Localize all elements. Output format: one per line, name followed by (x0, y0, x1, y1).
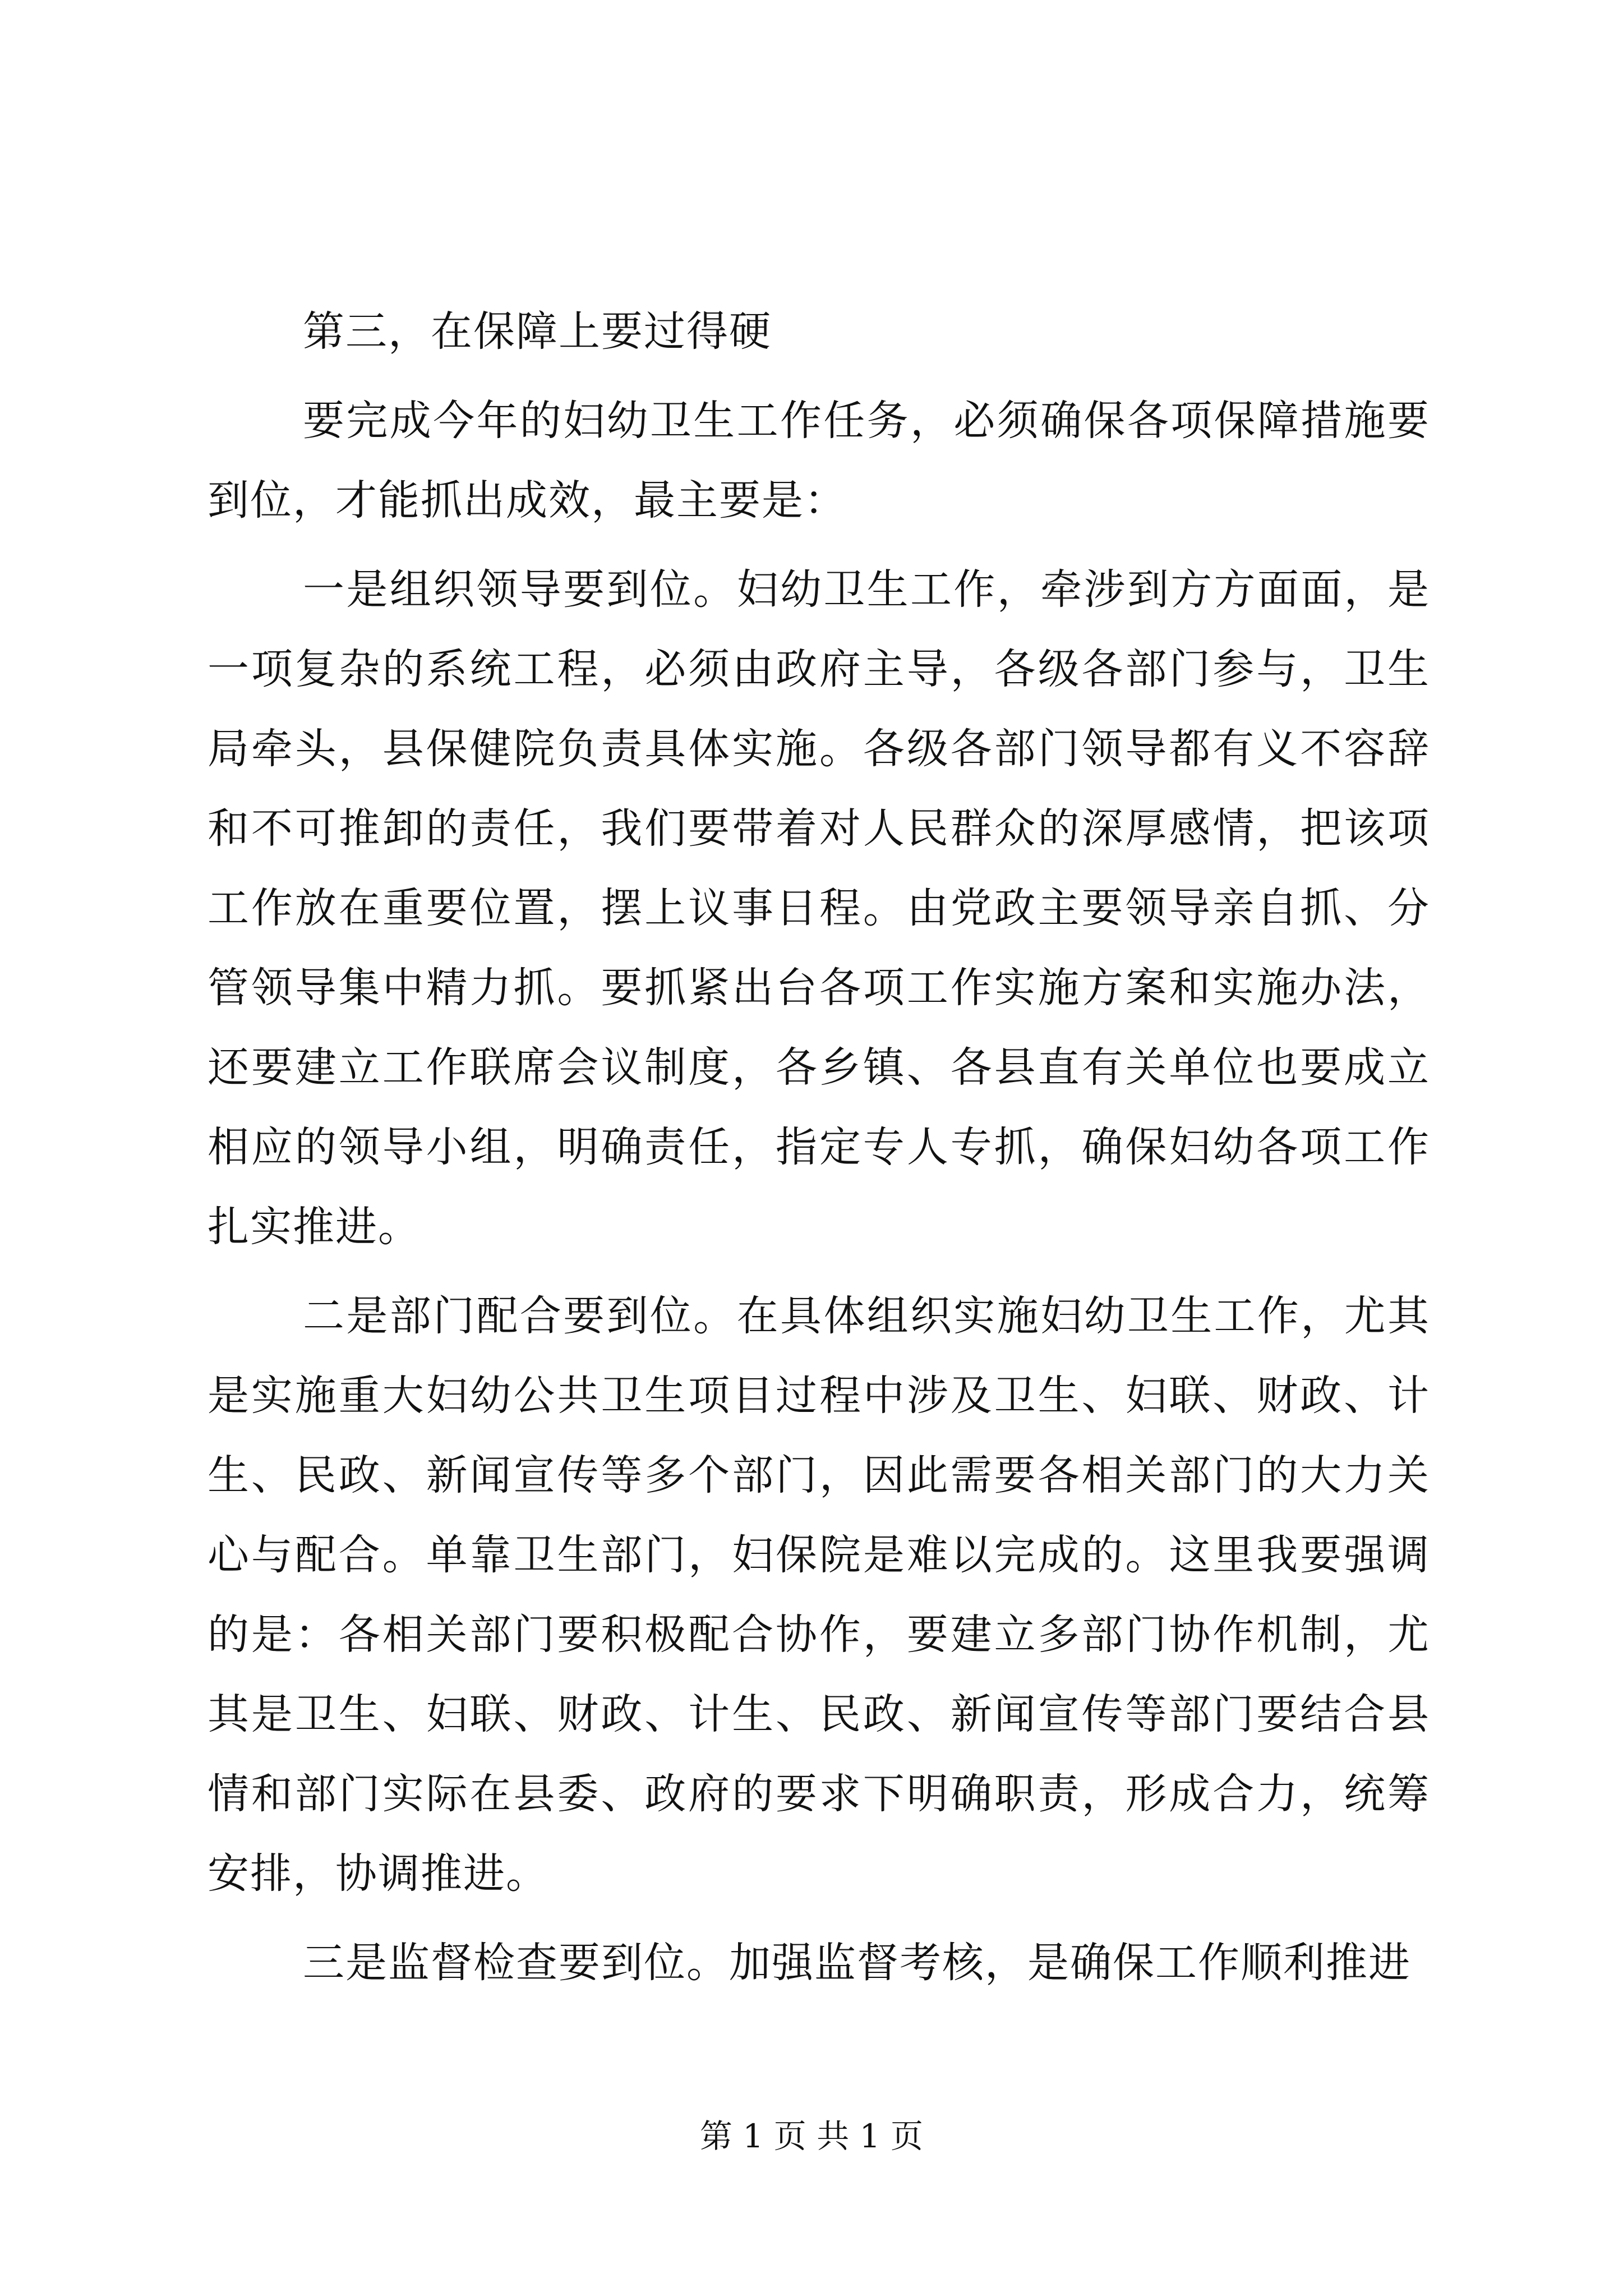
text-line: 扎实推进。 (208, 1203, 421, 1251)
text-line: 工作放在重要位置，摆上议事日程。由党政主要领导亲自抓、分 (208, 884, 1430, 932)
text-line: 的是：各相关部门要积极配合协作，要建立多部门协作机制，尤 (208, 1611, 1430, 1659)
text-line: 一项复杂的系统工程，必须由政府主导，各级各部门参与，卫生 (208, 645, 1430, 693)
text-line: 第三，在保障上要过得硬 (303, 307, 772, 356)
text-line: 管领导集中精力抓。要抓紧出台各项工作实施方案和实施办法， (208, 964, 1430, 1012)
text-line: 是实施重大妇幼公共卫生项目过程中涉及卫生、妇联、财政、计 (208, 1372, 1430, 1420)
paragraph-point-2 (208, 1276, 1430, 1913)
paragraph-intro (208, 381, 1430, 540)
text-line: 其是卫生、妇联、财政、计生、民政、新闻宣传等部门要结合县 (208, 1690, 1430, 1738)
paragraph-point-1 (208, 550, 1430, 1267)
text-line: 生、民政、新闻宣传等多个部门，因此需要各相关部门的大力关 (208, 1451, 1430, 1499)
text-line: 安排，协调推进。 (208, 1849, 548, 1898)
text-line: 心与配合。单靠卫生部门，妇保院是难以完成的。这里我要强调 (208, 1531, 1430, 1579)
text-line: 局牵头，县保健院负责具体实施。各级各部门领导都有义不容辞 (208, 725, 1430, 773)
text-line: 还要建立工作联席会议制度，各乡镇、各县直有关单位也要成立 (208, 1043, 1430, 1092)
text-line: 到位，才能抓出成效，最主要是： (208, 476, 847, 524)
text-line: 和不可推卸的责任，我们要带着对人民群众的深厚感情，把该项 (208, 804, 1430, 853)
paragraph-point-3 (208, 1923, 1430, 2003)
paragraph-heading-3 (208, 292, 1430, 371)
text-line: 二是部门配合要到位。在具体组织实施妇幼卫生工作，尤其 (303, 1292, 1430, 1340)
text-line: 情和部门实际在县委、政府的要求下明确职责，形成合力，统筹 (208, 1770, 1430, 1818)
text-line: 相应的领导小组，明确责任，指定专人专抓，确保妇幼各项工作 (208, 1123, 1430, 1171)
text-line: 要完成今年的妇幼卫生工作任务，必须确保各项保障措施要 (303, 397, 1430, 445)
document-body (208, 292, 1430, 2012)
text-line: 一是组织领导要到位。妇幼卫生工作，牵涉到方方面面，是 (303, 565, 1430, 614)
text-line: 三是监督检查要到位。加强监督考核，是确保工作顺利推进 (303, 1939, 1411, 1987)
page-footer: 第 1 页 共 1 页 (700, 2117, 923, 2155)
